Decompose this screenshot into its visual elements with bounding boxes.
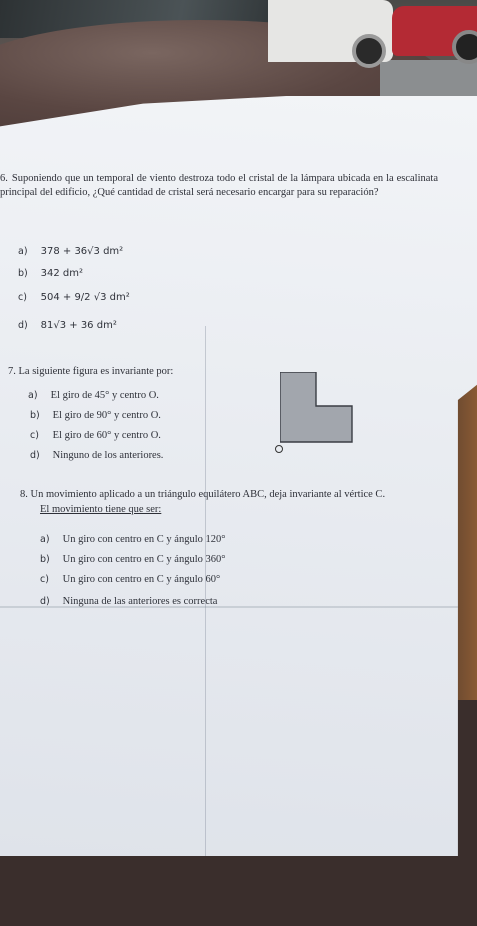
q8-option-a-letter: a)	[40, 534, 50, 545]
l-shape-figure	[280, 372, 354, 444]
q6-option-d	[18, 320, 117, 331]
q6-option-c-text: 504 + 9/2 √3 dm²	[40, 292, 130, 303]
q8-option-b	[40, 554, 225, 565]
q8-option-b-letter: b)	[40, 554, 50, 565]
question-7-number: 7.	[8, 366, 16, 377]
q8-option-b-text: Un giro con centro en C y ángulo 360°	[62, 554, 226, 565]
question-8	[20, 488, 385, 502]
question-8-text: Un movimiento aplicado a un triángulo equilátero ABC, deja invariante al vértice C.	[30, 489, 386, 500]
van-wheel	[352, 34, 386, 68]
q6-option-d-letter: d)	[18, 320, 28, 331]
q8-option-c-letter: c)	[40, 574, 49, 585]
center-point-o	[275, 445, 283, 453]
exam-paper	[0, 96, 477, 856]
question-6-number: 6.	[0, 173, 8, 184]
q7-option-d-letter: d)	[30, 450, 40, 461]
q8-option-c	[40, 574, 220, 585]
q6-option-a-text: 378 + 36√3 dm²	[40, 246, 124, 257]
q8-option-c-text: Un giro con centro en C y ángulo 60°	[62, 574, 221, 585]
q8-option-d-letter: d)	[40, 596, 50, 607]
q6-option-c-letter: c)	[18, 292, 27, 303]
q7-option-b	[30, 410, 161, 421]
red-car-wheel	[452, 30, 477, 64]
q7-option-c-letter: c)	[30, 430, 39, 441]
q6-option-b-text: 342 dm²	[40, 268, 83, 279]
q8-option-d-text: Ninguna de las anteriores es correcta	[62, 596, 218, 607]
question-7	[8, 365, 173, 379]
q8-option-a	[40, 534, 225, 545]
wood-edge	[455, 380, 477, 700]
q7-option-a	[28, 390, 159, 401]
q7-option-a-text: El giro de 45° y centro O.	[50, 390, 159, 401]
q7-option-d	[30, 450, 163, 461]
q6-option-a-letter: a)	[18, 246, 28, 257]
q6-option-b	[18, 268, 83, 279]
q7-option-c	[30, 430, 161, 441]
question-8-number: 8.	[20, 489, 28, 500]
q7-option-c-text: El giro de 60° y centro O.	[52, 430, 161, 441]
question-6-text: Suponiendo que un temporal de viento destroza todo el cristal de la lámpara ubicada en la escalinata principal del edificio, ¿Qué cantidad de cristal será necesario encargar para su reparación?	[0, 173, 438, 198]
q7-option-d-text: Ninguno de los anteriores.	[52, 450, 164, 461]
q6-option-b-letter: b)	[18, 268, 28, 279]
paper-fold-vertical	[205, 326, 206, 926]
q8-option-a-text: Un giro con centro en C y ángulo 120°	[62, 534, 226, 545]
road	[380, 60, 477, 100]
q8-option-d	[40, 596, 217, 607]
q7-option-a-letter: a)	[28, 390, 38, 401]
l-shape-svg	[280, 372, 354, 444]
q7-option-b-letter: b)	[30, 410, 40, 421]
q6-option-c	[18, 292, 130, 303]
question-6	[0, 172, 438, 200]
q6-option-a	[18, 246, 123, 257]
question-8-subtext: El movimiento tiene que ser:	[40, 504, 162, 515]
question-7-text: La siguiente figura es invariante por:	[18, 366, 174, 377]
q7-option-b-text: El giro de 90° y centro O.	[52, 410, 161, 421]
q6-option-d-text: 81√3 + 36 dm²	[40, 320, 117, 331]
